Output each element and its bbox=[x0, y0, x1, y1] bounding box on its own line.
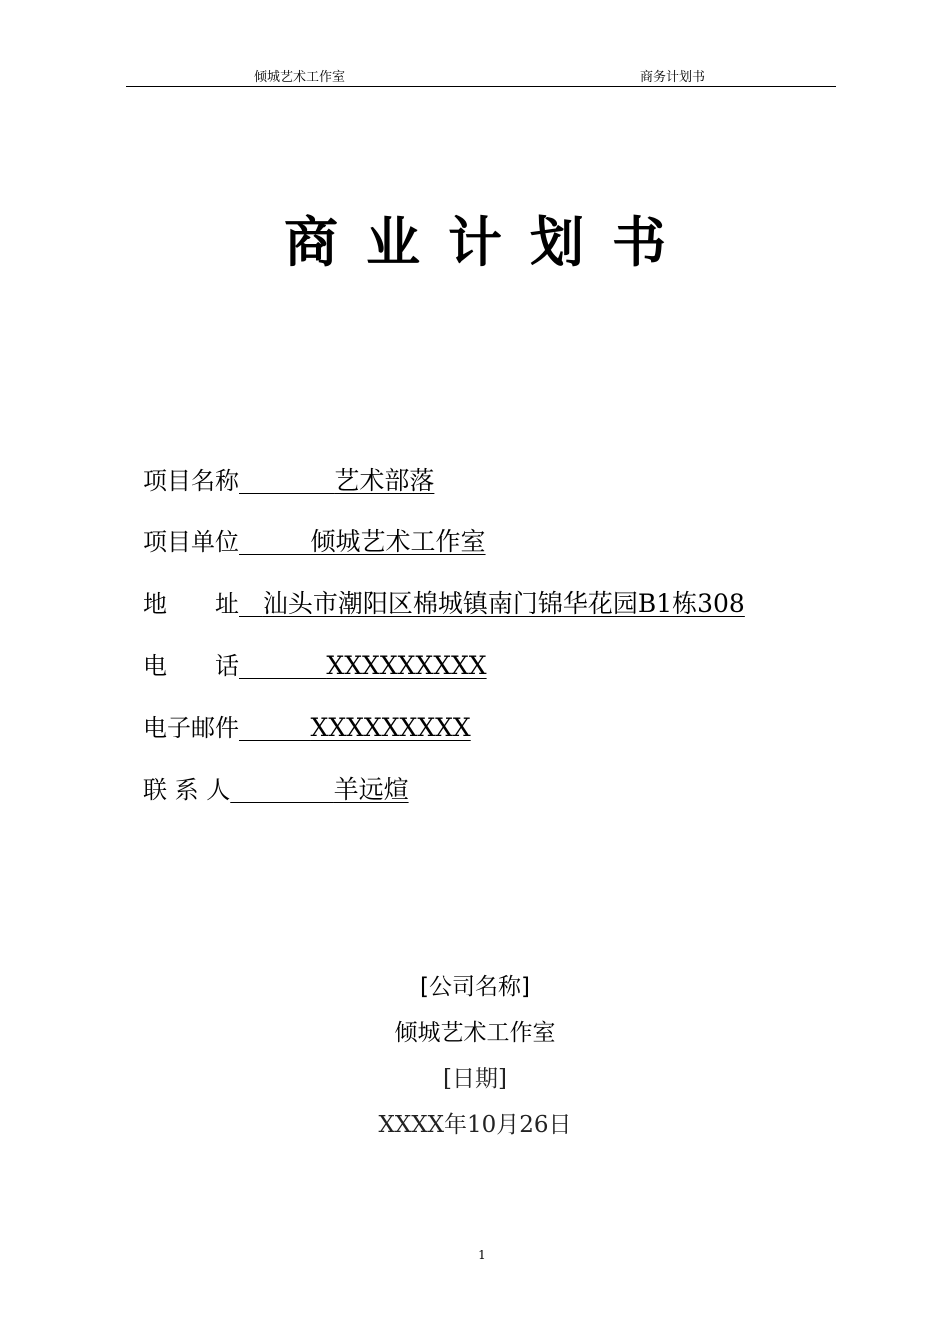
page-number: 1 bbox=[478, 1248, 486, 1262]
field-value: 羊远煊 bbox=[333, 775, 409, 804]
field-value: XXXXXXXXX bbox=[310, 713, 471, 742]
field-label: 电 话 bbox=[143, 652, 239, 680]
field-label: 项目名称 bbox=[143, 467, 239, 495]
document-title: 商业计划书 bbox=[284, 211, 694, 274]
field-phone bbox=[143, 648, 487, 684]
field-contact bbox=[143, 772, 409, 808]
page-header bbox=[126, 66, 836, 87]
field-address bbox=[143, 586, 745, 622]
header-right-text: 商务计划书 bbox=[640, 70, 706, 85]
field-value: 艺术部落 bbox=[334, 466, 435, 495]
field-email bbox=[143, 710, 471, 746]
date-label: [日期] bbox=[443, 1066, 507, 1092]
header-left-text: 倾城艺术工作室 bbox=[254, 70, 346, 85]
field-value: XXXXXXXXX bbox=[326, 651, 487, 680]
date-value: XXXX年10月26日 bbox=[378, 1112, 572, 1138]
field-project-unit bbox=[143, 524, 486, 560]
field-label: 联 系 人 bbox=[143, 776, 231, 804]
field-project-name bbox=[143, 463, 434, 499]
company-name: 倾城艺术工作室 bbox=[394, 1020, 556, 1046]
field-value: 倾城艺术工作室 bbox=[310, 527, 486, 556]
field-value: 汕头市潮阳区棉城镇南门锦华花园B1栋308 bbox=[262, 589, 745, 618]
field-label: 地 址 bbox=[143, 590, 239, 618]
company-name-label: [公司名称] bbox=[420, 974, 530, 1000]
field-label: 电子邮件 bbox=[143, 714, 239, 742]
field-label: 项目单位 bbox=[143, 528, 239, 556]
